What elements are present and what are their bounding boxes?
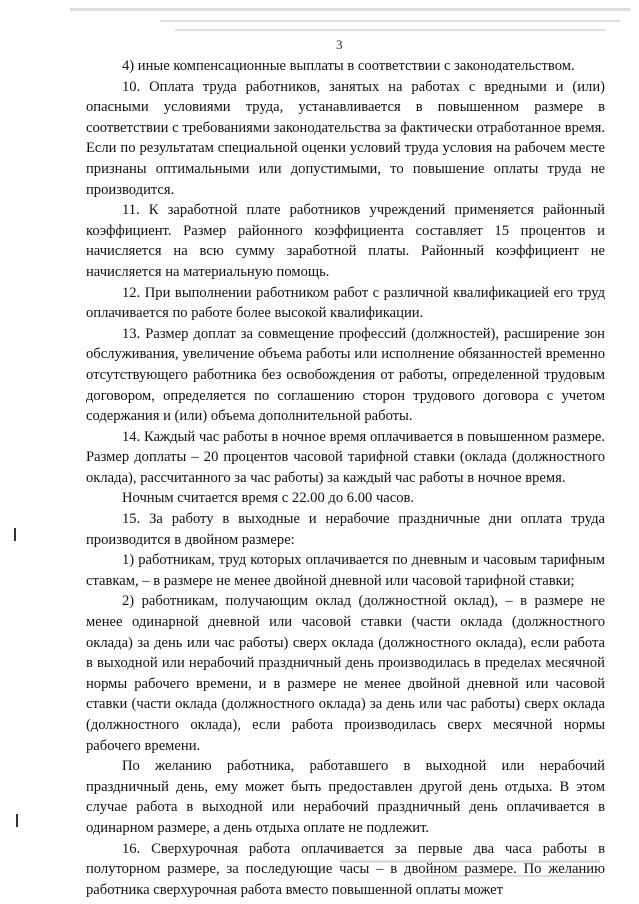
scan-noise-top [175,29,605,31]
paragraph-15: 15. За работу в выходные и нерабочие праздничные дни оплата труда производится в двойном размере: [86,511,605,548]
paragraph-item-4: 4) иные компенсационные выплаты в соответствии с законодательством. [122,58,575,74]
night-time-note: Ночным считается время с 22.00 до 6.00 часов. [122,490,415,507]
scan-noise-top [70,8,630,11]
paragraph-13: 13. Размер доплат за совмещение профессий (должностей), расширение зон обслуживания, увеличение объема работы или исполнение обязанностей временно отсутствующего работника без освобождения от работы, определенной трудовым договором, определяется по соглашению сторон трудового договора с учетом содержания и (или) объема дополнительной работы. [86,325,605,425]
paragraph-14: 14. Каждый час работы в ночное время оплачивается в повышенном размере. Размер доплаты – 20 процентов часовой тарифной ставки (оклада (должностного оклада), рассчитанного за час работы) за каждый час работы в ночное время. [86,428,605,486]
left-margin-mark [14,528,16,541]
document-body [86,56,605,900]
paragraph-10: 10. Оплата труда работников, занятых на работах с вредными и (или) опасными условиями труда, устанавливается в повышенном размере в соответствии с требованиями законодательства за фактически отработанное время. Если по результатам специальной оценки условий труда условия на рабочем месте признаны оптимальными или допустимыми, то повышение оплаты труда не производится. [86,78,605,198]
paragraph-16: 16. Сверхурочная работа оплачивается за первые два часа работы в полуторном размере, за последующие часы – в двойном размере. По желанию работника сверхурочная работа вместо повышенной оплаты может [86,840,605,898]
page-number: 3 [336,37,343,52]
paragraph-12: 12. При выполнении работником работ с различной квалификацией его труд оплачивается по работе более высокой квалификации. [86,284,605,322]
paragraph-11: 11. К заработной плате работников учреждений применяется районный коэффициент. Размер районного коэффициента составляет 15 процентов и начисляется на всю сумму заработной платы. Районный коэффициент не начисляется на материальную помощь. [86,202,605,280]
left-margin-mark [16,814,18,827]
day-off-option: По желанию работника, работавшего в выходной или нерабочий праздничный день, ему может быть предоставлен другой день отдыха. В этом случае работа в выходной или нерабочий праздничный день оплачивается в одинарном размере, а день отдыха оплате не подлежит. [86,758,605,836]
scan-noise-top [160,20,620,22]
paragraph-15-item-2: 2) работникам, получающим оклад (должностной оклад), – в размере не менее одинарной дневной или часовой ставки (части оклада (должностного оклада) за день или час работы) сверх оклада (должностного оклада), если работа в выходной или нерабочий праздничный день производилась в пределах месячной нормы рабочего времени, и в размере не менее двойной дневной или часовой ставки (части оклада (должностного оклада) за день или час работы) сверх оклада (должностного оклада), если работа производилась сверх месячной нормы рабочего времени. [86,593,605,754]
paragraph-15-item-1: 1) работникам, труд которых оплачивается по дневным и часовым тарифным ставкам, – в размере не менее двойной дневной или часовой тарифной ставки; [86,552,605,589]
